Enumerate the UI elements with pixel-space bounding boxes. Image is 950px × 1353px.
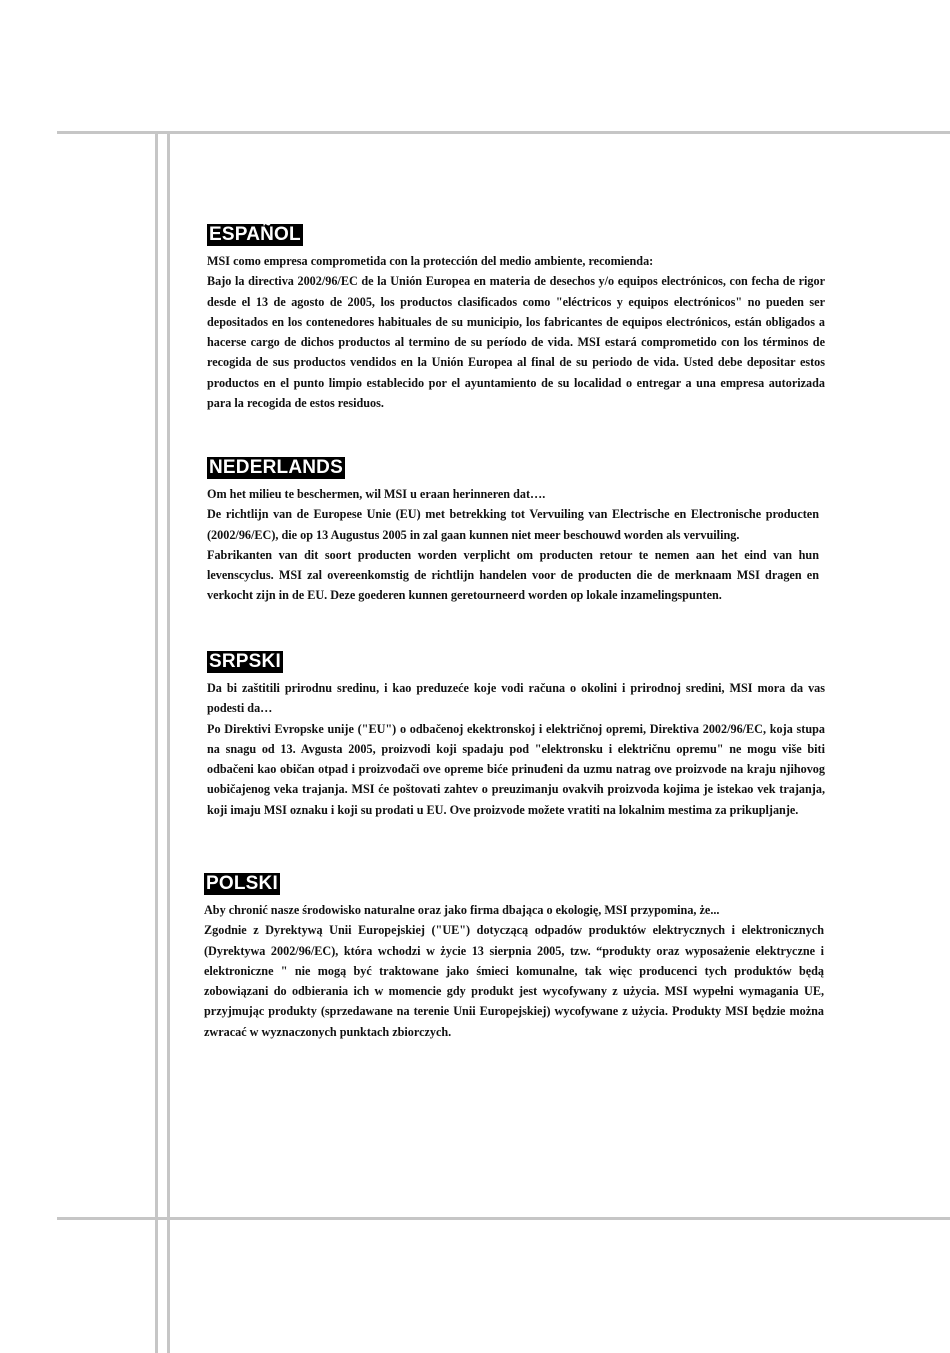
section-paragraph: Bajo la directiva 2002/96/EC de la Unión Europea en materia de desechos y/o equipos electrónicos, con fecha de rigor desde el 13 de agosto de 2005, los productos clasificados como "eléctricos y equipos electrónicos" no pueden ser depositados en los contenedores habituales de su municipio, los fabricantes de equipos electrónicos, están obligados a hacerse cargo de dichos productos al termino de su período de vida. MSI estará comprometido con los términos de recogida de sus productos vendidos en la Unión Europea al final de su periodo de vida. Usted debe depositar estos productos en el punto limpio establecido por el ayuntamiento de su localidad o entregar a una empresa autorizada para la recogida de estos residuos. — [207, 274, 825, 411]
section-polski — [204, 873, 824, 1042]
bottom-horizontal-rule — [57, 1217, 950, 1220]
section-paragraph: Da bi zaštitili prirodnu sredinu, i kao preduzeće koje vodi računa o okolini i prirodnoj sredini, MSI mora da vas podesti da… — [207, 681, 825, 716]
left-vertical-rule-inner — [167, 131, 170, 1353]
section-heading: POLSKI — [206, 873, 278, 894]
section-paragraph: De richtlijn van de Europese Unie (EU) met betrekking tot Vervuiling van Electrische en Electronische producten (2002/96/EC), die op 13 Augustus 2005 in zal gaan kunnen niet meer beschouwd worden als vervuiling. — [207, 507, 819, 542]
section-espanol — [207, 224, 825, 413]
section-paragraph: Fabrikanten van dit soort producten worden verplicht om producten retour te nemen aan het eind van hun levenscyclus. MSI zal overeenkomstig de richtlijn handelen voor de producten die de merknaam MSI dragen en verkocht zijn in de EU. Deze goederen kunnen geretourneerd worden op lokale inzamelingspunten. — [207, 547, 819, 603]
section-paragraph: Po Direktivi Evropske unije ("EU") o odbačenoj ekektronskoj i električnoj opremi, Direktiva 2002/96/EC, koja stupa na snagu od 13. Avgusta 2005, proizvodi koji spadaju pod "elektronsku i električnu opremu" ne mogu više biti odbačeni kao običan otpad i proizvođači ove opreme biće prinuđeni da uzmu natrag ove proizvode na kraju njihovog uobičajenog veka trajanja. MSI će poštovati zahtev o preuzimanju ovakvih proizvoda kojima je istekao vek trajanja, koji imaju MSI oznaku i koji su prodati u EU. Ove proizvode možete vratiti na lokalnim mestima za prikupljanje. — [207, 721, 825, 817]
section-heading: ESPAÑOL — [209, 224, 301, 245]
section-paragraph: MSI como empresa comprometida con la protección del medio ambiente, recomienda: — [207, 254, 654, 268]
left-vertical-rule-outer — [155, 131, 158, 1353]
section-heading: NEDERLANDS — [209, 457, 343, 478]
section-srpski — [207, 651, 825, 820]
section-paragraph: Zgodnie z Dyrektywą Unii Europejskiej ("UE") dotyczącą odpadów produktów elektrycznych i elektronicznych (Dyrektywa 2002/96/EC), która wchodzi w życie 13 sierpnia 2005, tzw. “produkty oraz wyposażenie elektryczne i elektroniczne " nie mogą być traktowane jako śmieci komunalne, tak więc producenci tych produktów będą zobowiązani do odbierania ich w momencie gdy produkt jest wycofywany z użycia. MSI wypełni wymagania UE, przyjmując produkty (sprzedawane na terenie Unii Europejskiej) wycofywane z użycia. Produkty MSI będzie można zwracać w wyznaczonych punktach zbiorczych. — [204, 923, 824, 1039]
section-paragraph: Om het milieu te beschermen, wil MSI u eraan herinneren dat…. — [207, 487, 546, 501]
section-heading: SRPSKI — [209, 651, 281, 672]
section-nederlands — [207, 457, 819, 606]
top-horizontal-rule — [57, 131, 950, 134]
section-paragraph: Aby chronić nasze środowisko naturalne oraz jako firma dbająca o ekologię, MSI przypomina, że... — [204, 903, 720, 917]
